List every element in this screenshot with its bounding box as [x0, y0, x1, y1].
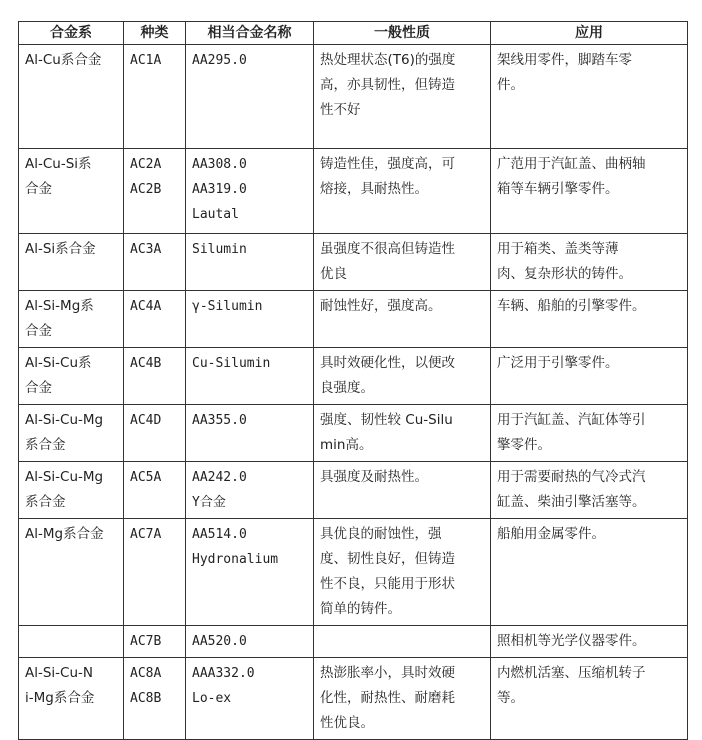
- cell-alloy-system: [19, 519, 124, 626]
- cell-text-line: 度、韧性良好，但铸造: [320, 551, 455, 567]
- cell-text-line: Lautal: [192, 207, 239, 222]
- cell-properties: [314, 519, 491, 626]
- cell-text-line: 系合金: [25, 437, 66, 453]
- cell-properties: [314, 462, 491, 519]
- cell-text-line: 合金: [25, 323, 52, 339]
- header-grade: 种类: [124, 22, 186, 45]
- cell-grade: [124, 658, 186, 740]
- cell-properties: [314, 626, 491, 658]
- cell-text-line: AA319.0: [192, 182, 247, 197]
- cell-text-line: AA295.0: [192, 53, 247, 68]
- table-row: [19, 291, 688, 348]
- cell-text-line: 性优良。: [320, 715, 374, 731]
- table-row: [19, 149, 688, 234]
- cell-text-line: Silumin: [192, 242, 247, 257]
- cell-text-line: 用于汽缸盖、汽缸体等引: [497, 412, 646, 428]
- cell-text-line: AC4A: [130, 299, 162, 314]
- cell-text-line: 虽强度不很高但铸造性: [320, 241, 455, 257]
- cell-text-line: 耐蚀性好，强度高。: [320, 298, 442, 314]
- cell-text-line: 广泛用于引擎零件。: [497, 355, 619, 371]
- table-row: [19, 658, 688, 740]
- cell-alloy-system: [19, 149, 124, 234]
- cell-alloy-system: [19, 291, 124, 348]
- cell-alloy-system: [19, 658, 124, 740]
- cell-text-line: 强度、韧性较 Cu-Silu: [320, 412, 453, 428]
- header-props: 一般性质: [314, 22, 491, 45]
- table-row: [19, 462, 688, 519]
- cell-properties: [314, 405, 491, 462]
- cell-text-line: AC2A: [130, 157, 162, 172]
- cell-text-line: AC7B: [130, 634, 162, 649]
- cell-equivalent-alloy: [186, 291, 314, 348]
- cell-application: [491, 626, 688, 658]
- cell-text-line: 广范用于汽缸盖、曲柄轴: [497, 156, 646, 172]
- cell-text-line: 擎零件。: [497, 437, 551, 453]
- cell-text-line: Cu-Silumin: [192, 356, 271, 371]
- cell-text-line: 系合金: [25, 494, 66, 510]
- cell-text-line: 缸盖、柴油引擎活塞等。: [497, 494, 646, 510]
- cell-application: [491, 658, 688, 740]
- cell-alloy-system: [19, 45, 124, 149]
- cell-text-line: Al-Si-Cu系: [25, 355, 92, 371]
- table-row: [19, 234, 688, 291]
- cell-text-line: Al-Mg系合金: [25, 526, 104, 542]
- cell-text-line: Al-Cu-Si系: [25, 156, 92, 172]
- cell-equivalent-alloy: [186, 462, 314, 519]
- cell-text-line: 热澎胀率小，具时效硬: [320, 665, 455, 681]
- cell-text-line: 合金: [25, 380, 52, 396]
- cell-text-line: AC7A: [130, 527, 162, 542]
- cell-equivalent-alloy: [186, 405, 314, 462]
- cell-text-line: AA308.0: [192, 157, 247, 172]
- table-row: [19, 348, 688, 405]
- cell-application: [491, 291, 688, 348]
- cell-text-line: 化性，耐热性、耐磨耗: [320, 690, 455, 706]
- cell-text-line: AA514.0: [192, 527, 247, 542]
- cell-text-line: AA355.0: [192, 413, 247, 428]
- cell-grade: [124, 519, 186, 626]
- cell-grade: [124, 348, 186, 405]
- cell-text-line: AC1A: [130, 53, 162, 68]
- cell-grade: [124, 149, 186, 234]
- cell-properties: [314, 149, 491, 234]
- cell-text-line: 具优良的耐蚀性，强: [320, 526, 442, 542]
- cell-application: [491, 462, 688, 519]
- cell-text-line: 热处理状态(T6)的强度: [320, 52, 456, 68]
- cell-text-line: Al-Si-Cu-Mg: [25, 412, 104, 428]
- alloy-table: [18, 21, 688, 740]
- cell-grade: [124, 626, 186, 658]
- cell-text-line: 合金: [25, 181, 52, 197]
- cell-text-line: 简单的铸件。: [320, 601, 401, 617]
- cell-text-line: 熔接，具耐热性。: [320, 181, 428, 197]
- cell-text-line: AC4D: [130, 413, 162, 428]
- cell-text-line: AC8A: [130, 666, 162, 681]
- cell-equivalent-alloy: [186, 348, 314, 405]
- cell-text-line: 件。: [497, 77, 524, 93]
- cell-text-line: Lo-ex: [192, 691, 232, 706]
- cell-grade: [124, 462, 186, 519]
- cell-properties: [314, 658, 491, 740]
- cell-text-line: Al-Si-Cu-Mg: [25, 469, 104, 485]
- cell-properties: [314, 348, 491, 405]
- cell-text-line: 优良: [320, 266, 347, 282]
- cell-text-line: AAA332.0: [192, 666, 255, 681]
- cell-text-line: 架线用零件，脚踏车零: [497, 52, 632, 68]
- cell-alloy-system: [19, 234, 124, 291]
- cell-properties: [314, 291, 491, 348]
- header-system: 合金系: [19, 22, 124, 45]
- cell-text-line: 车辆、船舶的引擎零件。: [497, 298, 646, 314]
- cell-text-line: 具时效硬化性，以便改: [320, 355, 455, 371]
- cell-text-line: Hydronalium: [192, 552, 279, 567]
- cell-text-line: 肉、复杂形状的铸件。: [497, 266, 632, 282]
- cell-equivalent-alloy: [186, 45, 314, 149]
- cell-text-line: 性不良，只能用于形状: [320, 576, 455, 592]
- cell-text-line: 性不好: [320, 102, 361, 118]
- cell-text-line: Al-Cu系合金: [25, 52, 102, 68]
- table-row: [19, 45, 688, 149]
- cell-equivalent-alloy: [186, 519, 314, 626]
- cell-text-line: 用于箱类、盖类等薄: [497, 241, 619, 257]
- cell-text-line: Al-Si系合金: [25, 241, 96, 257]
- cell-text-line: AC5A: [130, 470, 162, 485]
- cell-application: [491, 149, 688, 234]
- cell-alloy-system: [19, 462, 124, 519]
- cell-text-line: Y合金: [192, 495, 226, 510]
- table-row: [19, 519, 688, 626]
- cell-grade: [124, 234, 186, 291]
- table-row: [19, 626, 688, 658]
- cell-text-line: 箱等车辆引擎零件。: [497, 181, 619, 197]
- cell-text-line: 内燃机活塞、压缩机转子: [497, 665, 646, 681]
- cell-application: [491, 45, 688, 149]
- table-row: [19, 405, 688, 462]
- cell-text-line: i-Mg系合金: [25, 690, 95, 706]
- cell-text-line: AC4B: [130, 356, 162, 371]
- table-body: [19, 45, 688, 740]
- cell-text-line: 高，亦具韧性，但铸造: [320, 77, 455, 93]
- cell-equivalent-alloy: [186, 234, 314, 291]
- header-equiv: 相当合金名称: [186, 22, 314, 45]
- cell-text-line: Al-Si-Mg系: [25, 298, 94, 314]
- cell-grade: [124, 405, 186, 462]
- cell-text-line: AC3A: [130, 242, 162, 257]
- header-row: [19, 22, 688, 45]
- cell-application: [491, 234, 688, 291]
- cell-text-line: 等。: [497, 690, 524, 706]
- cell-text-line: AA242.0: [192, 470, 247, 485]
- cell-text-line: 良强度。: [320, 380, 374, 396]
- cell-text-line: 用于需要耐热的气冷式汽: [497, 469, 646, 485]
- cell-application: [491, 405, 688, 462]
- cell-equivalent-alloy: [186, 149, 314, 234]
- cell-application: [491, 519, 688, 626]
- cell-text-line: AC2B: [130, 182, 162, 197]
- cell-properties: [314, 45, 491, 149]
- cell-grade: [124, 291, 186, 348]
- cell-application: [491, 348, 688, 405]
- cell-text-line: Al-Si-Cu-N: [25, 665, 94, 681]
- cell-text-line: 具强度及耐热性。: [320, 469, 428, 485]
- cell-text-line: min高。: [320, 437, 373, 453]
- cell-text-line: 照相机等光学仪器零件。: [497, 633, 646, 649]
- cell-text-line: AA520.0: [192, 634, 247, 649]
- cell-text-line: AC8B: [130, 691, 162, 706]
- cell-equivalent-alloy: [186, 658, 314, 740]
- cell-equivalent-alloy: [186, 626, 314, 658]
- cell-properties: [314, 234, 491, 291]
- cell-alloy-system: [19, 348, 124, 405]
- cell-text-line: γ-Silumin: [192, 299, 263, 314]
- cell-text-line: 铸造性佳，强度高，可: [320, 156, 455, 172]
- cell-alloy-system: [19, 405, 124, 462]
- cell-grade: [124, 45, 186, 149]
- header-app: 应用: [491, 22, 688, 45]
- cell-alloy-system: [19, 626, 124, 658]
- cell-text-line: 船舶用金属零件。: [497, 526, 605, 542]
